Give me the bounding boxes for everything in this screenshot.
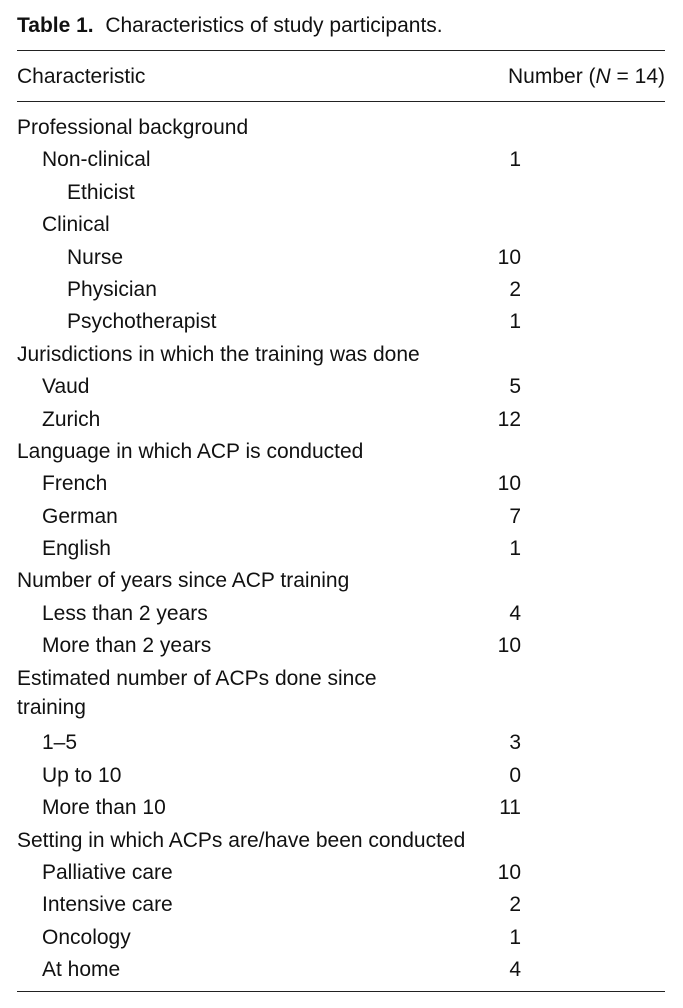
row-label: Zurich <box>42 407 101 431</box>
row-number: 4 <box>509 601 521 625</box>
row-number: 11 <box>499 796 521 820</box>
column-header-characteristic: Characteristic <box>17 65 146 88</box>
top-rule <box>17 50 665 51</box>
table-row <box>0 403 683 435</box>
row-number: 0 <box>509 763 521 787</box>
table-row <box>0 435 683 467</box>
row-label: Physician <box>67 277 157 301</box>
row-label: Language in which ACP is conducted <box>17 439 364 463</box>
row-label: Intensive care <box>42 893 173 917</box>
header-number-prefix: Number ( <box>508 65 596 88</box>
row-number: 10 <box>497 861 521 884</box>
table-row <box>0 143 683 175</box>
row-label: Nurse <box>67 245 124 269</box>
table-row <box>0 921 683 953</box>
table-row <box>0 564 683 596</box>
table-row <box>0 662 683 727</box>
header-number-n: N <box>595 65 611 88</box>
row-number: 1 <box>509 310 521 334</box>
row-number: 1 <box>509 148 521 172</box>
row-label: German <box>42 504 118 528</box>
row-number: 2 <box>509 277 521 301</box>
table-row <box>0 241 683 273</box>
table-row <box>0 500 683 532</box>
row-number: 10 <box>497 245 521 269</box>
table-row <box>0 791 683 823</box>
row-label: 1–5 <box>42 731 78 755</box>
caption-label: Table 1. <box>17 14 94 37</box>
row-label: Vaud <box>42 375 90 399</box>
table-row <box>0 176 683 208</box>
row-label: Number of years since ACP training <box>17 569 350 593</box>
row-label: More than 2 years <box>42 634 212 658</box>
table-row <box>0 726 683 758</box>
bottom-rule <box>17 991 665 992</box>
header-number-suffix: = 14) <box>610 65 665 88</box>
row-label: Setting in which ACPs are/have been conducted <box>17 828 466 852</box>
row-label: French <box>42 472 108 496</box>
table-row <box>0 532 683 564</box>
row-label: Palliative care <box>42 861 173 884</box>
row-number: 1 <box>509 537 521 561</box>
row-number: 7 <box>509 504 521 528</box>
table-row <box>0 629 683 661</box>
row-label: At home <box>42 958 121 982</box>
table-row <box>0 305 683 337</box>
table-row <box>0 824 683 856</box>
row-number: 3 <box>509 731 521 755</box>
row-number: 2 <box>509 893 521 917</box>
row-label: Non-clinical <box>42 148 151 172</box>
row-number: 10 <box>497 634 521 658</box>
row-label: Ethicist <box>67 180 135 204</box>
table-row <box>0 467 683 499</box>
row-label: Less than 2 years <box>42 601 208 625</box>
table-caption <box>17 12 443 40</box>
row-label: More than 10 <box>42 796 166 820</box>
table-row <box>0 888 683 920</box>
row-number: 12 <box>497 407 521 431</box>
row-number: 5 <box>509 375 521 399</box>
table-row <box>0 208 683 240</box>
row-label: Clinical <box>42 213 110 237</box>
row-label: Jurisdictions in which the training was done <box>17 342 420 366</box>
table-row <box>0 759 683 791</box>
table-row <box>0 856 683 888</box>
table-body <box>0 111 683 986</box>
table-row <box>0 273 683 305</box>
table-row <box>0 111 683 143</box>
row-label: Professional background <box>17 116 249 139</box>
table-row <box>0 370 683 402</box>
row-label: Psychotherapist <box>67 310 217 334</box>
row-number: 1 <box>509 925 521 949</box>
table-row <box>0 338 683 370</box>
column-header-number <box>508 63 665 91</box>
table-row <box>0 597 683 629</box>
row-label: English <box>42 537 111 561</box>
row-number: 10 <box>497 472 521 496</box>
table-row <box>0 953 683 985</box>
caption-text: Characteristics of study participants. <box>105 14 443 37</box>
row-label: Oncology <box>42 925 131 949</box>
row-number: 4 <box>509 958 521 982</box>
header-rule <box>17 101 665 102</box>
row-label: Estimated number of ACPs done since training <box>17 666 377 719</box>
row-label: Up to 10 <box>42 763 122 787</box>
